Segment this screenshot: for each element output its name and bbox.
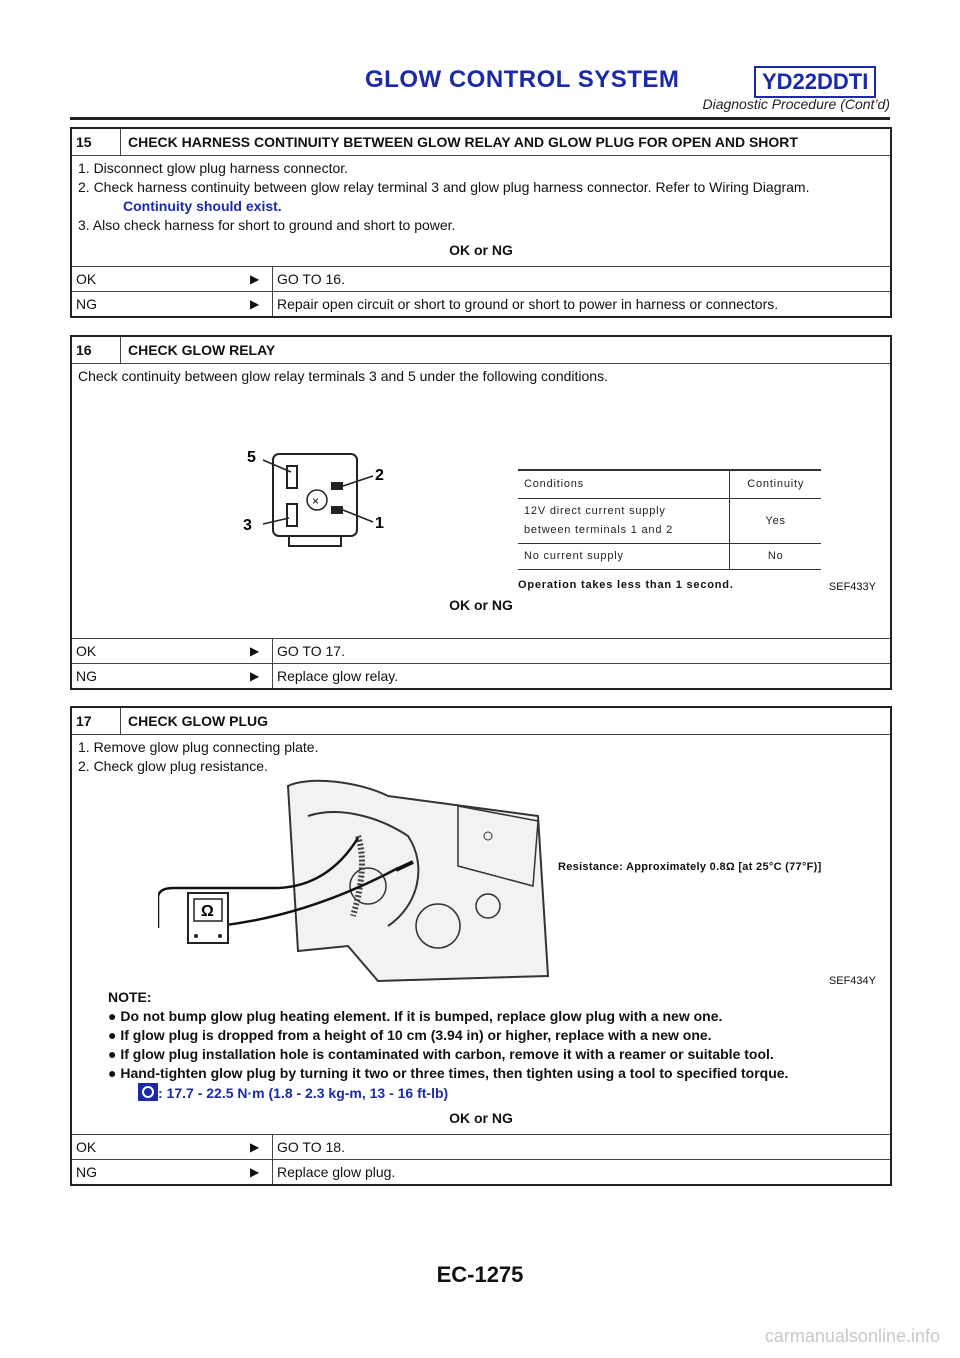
glow-relay-diagram [233, 442, 423, 582]
result-label: NG [76, 1164, 97, 1180]
terminal-3-label: 3 [243, 517, 252, 534]
result-row-ok [72, 639, 890, 664]
result-label: OK [76, 643, 97, 659]
engine-glow-plug-illustration [158, 776, 558, 986]
table-row [518, 499, 821, 544]
terminal-5-label: 5 [247, 449, 256, 466]
ok-or-ng: OK or NG [449, 597, 513, 613]
result-row-ok [72, 1135, 890, 1160]
step: 2. Check glow plug resistance. [78, 758, 268, 774]
table-cell: Yes [730, 499, 821, 544]
figure-code: SEF433Y [828, 581, 876, 593]
section-16-body [72, 364, 890, 639]
arrow-icon: ▶ [250, 669, 260, 683]
section-17-body [72, 735, 890, 1135]
table-cell: 12V direct current supply [524, 505, 666, 517]
torque-spec [78, 1083, 884, 1103]
note-item: ● If glow plug installation hole is contaminated with carbon, remove it with a reamer or suitable tool. [108, 1046, 774, 1062]
result-row-ng [72, 664, 890, 688]
section-title: CHECK HARNESS CONTINUITY BETWEEN GLOW RELAY AND GLOW PLUG FOR OPEN AND SHORT [128, 134, 798, 150]
step: 1. Disconnect glow plug harness connector. [78, 160, 349, 176]
ohm-symbol: Ω [201, 903, 214, 920]
arrow-icon: ▶ [250, 644, 260, 658]
result-row-ok [72, 267, 890, 292]
terminal-2-label: 2 [375, 467, 384, 484]
result-action: GO TO 18. [272, 1135, 345, 1159]
note-text: Hand-tighten glow plug by turning it two or three times, then tighten using a tool to specified torque. [120, 1065, 789, 1081]
arrow-icon: ▶ [250, 1165, 260, 1179]
resistance-spec: Resistance: Approximately 0.8Ω [at 25°C (77°F)] [558, 861, 822, 873]
table-cell: between terminals 1 and 2 [524, 524, 674, 536]
note-text: Do not bump glow plug heating element. If it is bumped, replace glow plug with a new one. [120, 1008, 723, 1024]
engine-code-badge: YD22DDTI [754, 66, 876, 98]
note-item: ● If glow plug is dropped from a height of 10 cm (3.94 in) or higher, replace with a new one. [108, 1027, 712, 1043]
arrow-icon: ▶ [250, 272, 260, 286]
result-label: NG [76, 668, 97, 684]
table-cell: No [730, 544, 821, 570]
arrow-icon: ▶ [250, 1140, 260, 1154]
table-cell: No current supply [518, 544, 730, 570]
section-number: 15 [72, 129, 121, 155]
operation-note: Operation takes less than 1 second. [518, 579, 734, 591]
result-label: NG [76, 296, 97, 312]
section-16-header [72, 337, 890, 364]
section-15 [70, 127, 892, 318]
section-15-body [72, 156, 890, 267]
result-label: OK [76, 1139, 97, 1155]
note-text: If glow plug is dropped from a height of 10 cm (3.94 in) or higher, replace with a new one. [120, 1027, 712, 1043]
ok-or-ng: OK or NG [449, 1110, 513, 1126]
result-action: GO TO 16. [272, 267, 345, 291]
table-row [518, 544, 821, 570]
result-action: Replace glow plug. [272, 1160, 395, 1184]
header-title: GLOW CONTROL SYSTEM [365, 66, 680, 93]
result-action: Replace glow relay. [272, 664, 398, 688]
note-title: NOTE: [108, 989, 152, 1005]
glow-plug-figure [78, 776, 884, 988]
terminal-1-label: 1 [375, 515, 384, 532]
table-header: Continuity [730, 470, 821, 499]
section-17 [70, 706, 892, 1186]
torque-text: : 17.7 - 22.5 N·m (1.8 - 2.3 kg-m, 13 - 16 ft-lb) [158, 1085, 449, 1101]
wrench-icon [138, 1083, 158, 1101]
note-item: ● Hand-tighten glow plug by turning it two or three times, then tighten using a tool to specified torque. [108, 1065, 789, 1081]
page-number: EC-1275 [436, 1262, 524, 1287]
step: 3. Also check harness for short to ground and short to power. [78, 217, 456, 233]
figure-code: SEF434Y [828, 975, 876, 987]
watermark: carmanualsonline.info [764, 1326, 940, 1346]
conditions-table [518, 469, 821, 570]
header-subtitle: Diagnostic Procedure (Cont’d) [702, 96, 890, 112]
arrow-icon: ▶ [250, 297, 260, 311]
section-16 [70, 335, 892, 690]
instruction: Check continuity between glow relay terminals 3 and 5 under the following conditions. [78, 368, 608, 384]
section-title: CHECK GLOW RELAY [128, 342, 276, 358]
section-15-header [72, 129, 890, 156]
result-row-ng [72, 292, 890, 316]
table-header: Conditions [518, 470, 730, 499]
header-rule [70, 117, 890, 120]
result-row-ng [72, 1160, 890, 1184]
note-text: If glow plug installation hole is contaminated with carbon, remove it with a reamer or suitable tool. [120, 1046, 774, 1062]
section-17-header [72, 708, 890, 735]
note-item: ● Do not bump glow plug heating element. If it is bumped, replace glow plug with a new one. [108, 1008, 723, 1024]
svg-text:×: × [312, 494, 320, 508]
result-action: GO TO 17. [272, 639, 345, 663]
section-title: CHECK GLOW PLUG [128, 713, 268, 729]
result-label: OK [76, 271, 97, 287]
step: 1. Remove glow plug connecting plate. [78, 739, 319, 755]
section-number: 16 [72, 337, 121, 363]
spec-note: Continuity should exist. [123, 198, 282, 214]
result-action: Repair open circuit or short to ground or short to power in harness or connectors. [272, 292, 778, 316]
ok-or-ng: OK or NG [449, 242, 513, 258]
section-number: 17 [72, 708, 121, 734]
glow-relay-figure [78, 386, 884, 596]
conditions-table-wrap [518, 469, 821, 595]
step: 2. Check harness continuity between glow relay terminal 3 and glow plug harness connector. Refer to Wiring Diagram. [78, 179, 810, 195]
